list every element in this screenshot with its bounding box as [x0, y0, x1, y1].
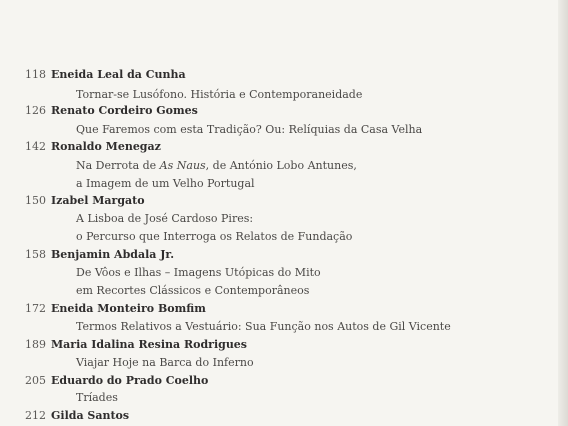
author-name: Benjamin Abdala Jr. [51, 248, 175, 261]
essay-title-line-2: o Percurso que Interroga os Relatos de Fundação [76, 230, 353, 243]
essay-title: De Vôos e Ilhas – Imagens Utópicas do Mito [76, 266, 321, 279]
page-number: 150 [25, 194, 46, 207]
author-name: Eneida Monteiro Bomfim [51, 302, 206, 315]
essay-title-italic: As Naus [159, 159, 206, 172]
author-name: Maria Idalina Resina Rodrigues [51, 338, 248, 351]
essay-title [76, 159, 357, 173]
author-name: Izabel Margato [51, 194, 145, 207]
essay-title: Tornar-se Lusófono. História e Contemporaneidade [76, 88, 363, 101]
page-number: 126 [25, 104, 46, 117]
essay-title: Tríades [76, 391, 118, 404]
page-edge [558, 0, 568, 426]
page-number: 172 [25, 302, 46, 315]
essay-title: Que Faremos com esta Tradição? Ou: Relíquias da Casa Velha [76, 123, 423, 136]
essay-title-suffix: , de António Lobo Antunes, [205, 159, 357, 172]
essay-title-line-2: a Imagem de um Velho Portugal [76, 177, 255, 190]
essay-title-prefix: Na Derrota de [76, 159, 160, 172]
page-number: 189 [25, 338, 46, 351]
page-number: 205 [25, 374, 46, 387]
author-name: Eduardo do Prado Coelho [51, 374, 209, 387]
page-number: 158 [25, 248, 46, 261]
page-number: 142 [25, 140, 46, 153]
essay-title: A Lisboa de José Cardoso Pires: [76, 212, 254, 225]
author-name: Eneida Leal da Cunha [51, 68, 186, 81]
essay-title: Viajar Hoje na Barca do Inferno [76, 356, 254, 369]
page-number: 212 [25, 409, 46, 422]
page-number: 118 [25, 68, 46, 81]
author-name: Ronaldo Menegaz [51, 140, 161, 153]
author-name: Renato Cordeiro Gomes [51, 104, 198, 117]
essay-title: Termos Relativos a Vestuário: Sua Função nos Autos de Gil Vicente [76, 320, 451, 333]
author-name: Gilda Santos [51, 409, 130, 422]
essay-title-line-2: em Recortes Clássicos e Contemporâneos [76, 284, 310, 297]
